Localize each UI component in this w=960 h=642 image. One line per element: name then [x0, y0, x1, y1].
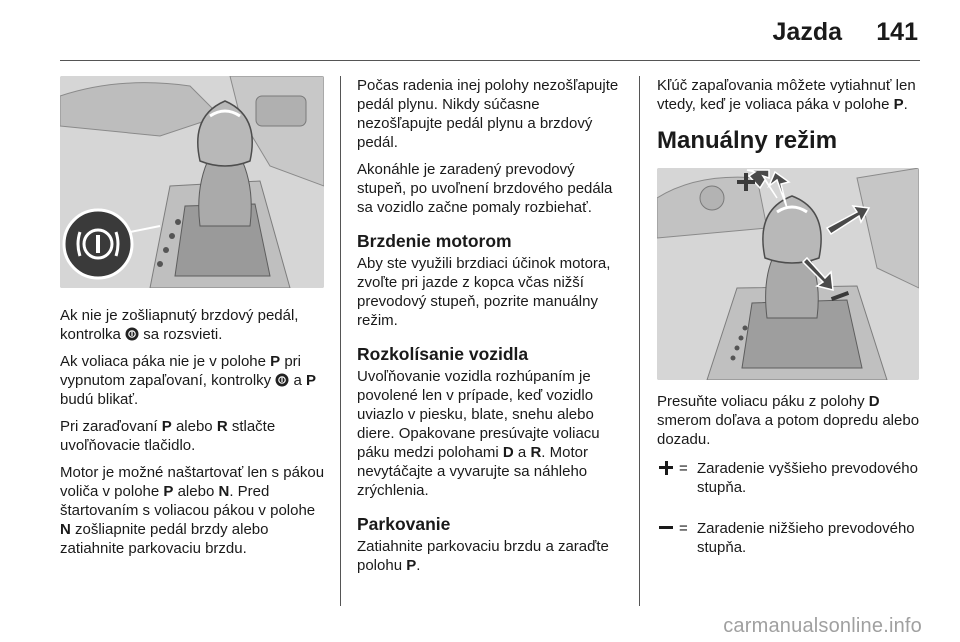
running-header-title: Jazda [772, 18, 842, 46]
paragraph-ignition-key: Kľúč zapaľovania môžete vytiahnuť len vtedy, keď je voliaca páka v polohe P. [657, 77, 916, 113]
paragraph-parking: Zatiahnite parkovaciu brzdu a zaraďte polohu P. [357, 538, 609, 574]
paragraph-selector-position: Ak voliaca páka nie je v polohe P pri vypnutom zapaľovaní, kontrolky a P budú blikať. [60, 353, 317, 408]
header-rule [60, 60, 920, 61]
column-3 [657, 76, 922, 557]
minus-icon [657, 519, 679, 538]
column-divider-1 [340, 76, 341, 606]
paragraph-engine-start: Motor je možné naštartovať len s pákou voliča v polohe P alebo N. Pred štartovaním s voliacou pákou v polohe N zošliapnite pedál brzdy alebo zatiahnite parkovaciu brzdu. [60, 464, 325, 557]
heading-manual-mode: Manuálny režim [657, 127, 838, 154]
paragraph-engine-braking: Aby ste využili brzdiaci účinok motora, zvoľte pri jazde z kopca včas nižší prevodový stupeň, pozrite manuálny režim. [357, 255, 611, 329]
page-number: 141 [876, 18, 918, 46]
legend-downshift-text: Zaradenie nižšieho prevodového stupňa. [697, 520, 915, 556]
paragraph-creep: Akonáhle je zaradený prevodový stupeň, po uvoľnení brzdového pedála sa vozidlo začne pomaly rozbiehať. [357, 161, 613, 216]
paragraph-rocking: Uvoľňovanie vozidla rozhúpaním je povolené len v prípade, keď vozidlo uviazlo v piesku, blate, snehu alebo diere. Opakovane presúvajte voliacu páku medzi polohami D a R. Motor nevytáčajte a vyvarujte sa náhleho zrýchlenia. [357, 368, 600, 499]
heading-parking: Parkovanie [357, 514, 451, 534]
brake-warning-icon [125, 327, 139, 341]
legend-upshift-text: Zaradenie vyššieho prevodového stupňa. [697, 460, 918, 496]
brake-warning-icon [275, 373, 289, 387]
paragraph-release-button: Pri zaraďovaní P alebo R stlačte uvoľňovacie tlačidlo. [60, 418, 276, 454]
watermark: carmanualsonline.info [723, 615, 922, 637]
column-divider-2 [639, 76, 640, 606]
column-1 [60, 76, 325, 566]
plus-icon [657, 459, 679, 478]
legend-upshift: = Zaradenie vyššieho prevodového stupňa. [657, 459, 922, 497]
manual-mode-illustration [657, 168, 919, 380]
paragraph-manual-shift: Presuňte voliacu páku z polohy D smerom doľava a potom dopredu alebo dozadu. [657, 393, 920, 448]
gear-selector-illustration [60, 76, 324, 288]
heading-engine-braking: Brzdenie motorom [357, 231, 512, 251]
column-2 [357, 76, 627, 583]
legend-downshift: = Zaradenie nižšieho prevodového stupňa. [657, 519, 922, 557]
heading-rocking: Rozkolísanie vozidla [357, 344, 529, 364]
paragraph-no-throttle: Počas radenia inej polohy nezošľapujte pedál plynu. Nikdy súčasne nezošľapujte pedál plynu a brzdový pedál. [357, 77, 619, 151]
paragraph-brake-lamp: Ak nie je zošliapnutý brzdový pedál, kontrolka sa rozsvieti. [60, 307, 299, 343]
